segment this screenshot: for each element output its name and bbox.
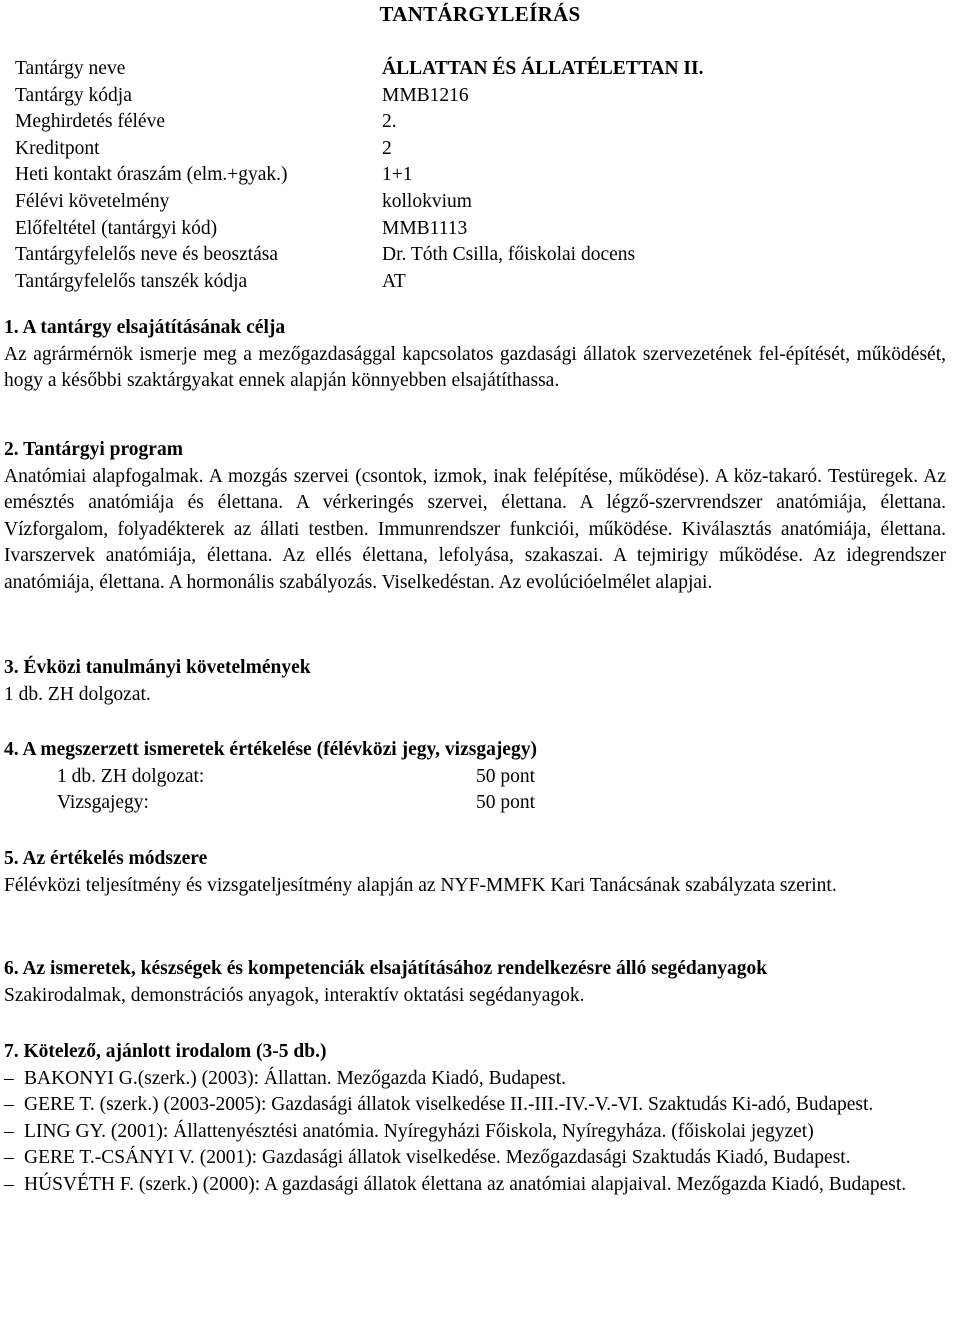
info-label: Tantárgyfelelős neve és beosztása — [15, 244, 279, 266]
info-row — [4, 242, 954, 269]
section-title: A tantárgy elsajátításának célja — [22, 317, 286, 338]
literature-text: BAKONYI G.(szerk.) (2003): Állattan. Mezőgazda Kiadó, Budapest. — [24, 1067, 567, 1089]
section-number: 5. — [4, 848, 19, 869]
section-heading — [4, 956, 946, 983]
dash-bullet: – — [4, 1120, 14, 1142]
section-heading — [4, 737, 946, 764]
info-label: Tantárgy kódja — [15, 84, 132, 106]
section-heading — [4, 315, 946, 342]
info-value: 1+1 — [382, 164, 413, 186]
section-number: 2. — [4, 439, 19, 460]
document-title: TANTÁRGYLEÍRÁS — [379, 2, 581, 26]
literature-text: GERE T. (szerk.) (2003-2005): Gazdasági állatok viselkedése II.-III.-IV.-V.-VI. Szaktudás Ki-adó, Budapest. — [24, 1094, 874, 1116]
section-title: Az ismeretek, készségek és kompetenciák elsajátításához rendelkezésre álló segédanyagok — [22, 958, 768, 979]
literature-item — [4, 1119, 946, 1146]
section-evaluation — [4, 737, 946, 817]
grading-row — [4, 790, 946, 817]
info-value: ÁLLATTAN ÉS ÁLLATÉLETTAN II. — [382, 58, 704, 79]
dash-bullet: – — [4, 1173, 14, 1195]
section-title: Az értékelés módszere — [22, 848, 208, 869]
literature-item — [4, 1092, 946, 1119]
info-label: Tantárgy neve — [15, 58, 126, 79]
dash-bullet: – — [4, 1067, 14, 1089]
info-row — [4, 136, 954, 163]
section-heading — [4, 437, 946, 464]
section-text: 1 db. ZH dolgozat. — [4, 683, 151, 705]
info-label: Félévi követelmény — [15, 190, 170, 212]
info-row — [4, 83, 954, 110]
section-heading — [4, 655, 946, 682]
info-row — [4, 56, 954, 83]
section-text: Félévközi teljesítmény és vizsgateljesítmény alapján az NYF-MMFK Kari Tanácsának szabályzata szerint. — [4, 874, 837, 896]
info-label: Meghirdetés féléve — [15, 111, 165, 133]
section-number: 1. — [4, 317, 19, 338]
grading-points: 50 pont — [476, 765, 536, 787]
section-text: Szakirodalmak, demonstrációs anyagok, interaktív oktatási segédanyagok. — [4, 984, 585, 1006]
section-text: Az agrármérnök ismerje meg a mezőgazdasággal kapcsolatos gazdasági állatok szervezetének fel-építését, működését, hogy a későbbi szaktárgyakat ennek alapján könnyebben elsajátíthassa. — [4, 343, 946, 392]
info-label: Tantárgyfelelős tanszék kódja — [15, 270, 248, 292]
literature-text: HÚSVÉTH F. (szerk.) (2000): A gazdasági állatok élettana az anatómiai alapjaival. Mezőgazda Kiadó, Budapest. — [24, 1173, 907, 1195]
literature-text: LING GY. (2001): Állattenyésztési anatómia. Nyíregyházi Főiskola, Nyíregyháza. (főiskolai jegyzet) — [24, 1120, 814, 1142]
info-value: MMB1113 — [382, 217, 468, 239]
grading-row — [4, 764, 946, 791]
section-heading — [4, 1039, 946, 1066]
dash-bullet: – — [4, 1147, 14, 1169]
literature-item — [4, 1172, 946, 1199]
info-label: Heti kontakt óraszám (elm.+gyak.) — [15, 164, 288, 186]
info-value: 2. — [382, 111, 397, 133]
literature-item — [4, 1066, 946, 1093]
info-row — [4, 269, 954, 296]
section-literature — [4, 1039, 946, 1199]
info-row — [4, 162, 954, 189]
info-row — [4, 216, 954, 243]
section-title: Tantárgyi program — [23, 439, 183, 460]
info-value: AT — [382, 270, 406, 292]
section-learning-materials — [4, 956, 946, 1009]
grading-item: Vizsgajegy: — [57, 792, 149, 814]
info-label: Kreditpont — [15, 137, 100, 159]
section-course-goal — [4, 315, 946, 395]
section-title: Kötelező, ajánlott irodalom (3-5 db.) — [23, 1041, 327, 1062]
section-evaluation-method — [4, 846, 946, 899]
info-value: Dr. Tóth Csilla, főiskolai docens — [382, 244, 636, 266]
section-number: 7. — [4, 1041, 19, 1062]
section-text: Anatómiai alapfogalmak. A mozgás szervei (csontok, izmok, inak felépítése, működése). A köz-takaró. Testüregek. Az emésztés anatómiája és élettana. A vérkeringés szervei, élettana. A légző-szervrendszer anatómiája, élettana. Vízforgalom, folyadékterek az állati testben. Immunrendszer funkciói, működése. Kiválasztás anatómiája, élettana. Ivarszervek anatómiája, élettana. Az ellés élettana, lefolyása, szakaszai. A tejmirigy működése. Az idegrendszer anatómiája, élettana. A hormonális szabályozás. Viselkedéstan. Az evolúcióelmélet alapjai. — [4, 465, 946, 593]
grading-points: 50 pont — [476, 792, 536, 814]
section-number: 4. — [4, 739, 19, 760]
section-requirements — [4, 655, 946, 708]
section-number: 6. — [4, 958, 19, 979]
grading-item: 1 db. ZH dolgozat: — [57, 765, 205, 787]
info-label: Előfeltétel (tantárgyi kód) — [15, 217, 218, 239]
info-value: kollokvium — [382, 190, 472, 212]
course-info-table — [4, 56, 954, 295]
section-heading — [4, 846, 946, 873]
dash-bullet: – — [4, 1094, 14, 1116]
info-row — [4, 109, 954, 136]
literature-item — [4, 1145, 946, 1172]
section-number: 3. — [4, 657, 19, 678]
info-row — [4, 189, 954, 216]
section-course-program — [4, 437, 946, 597]
literature-text: GERE T.-CSÁNYI V. (2001): Gazdasági állatok viselkedése. Mezőgazdasági Szaktudás Kiadó, Budapest. — [24, 1147, 851, 1169]
info-value: MMB1216 — [382, 84, 469, 106]
section-title: A megszerzett ismeretek értékelése (félévközi jegy, vizsgajegy) — [22, 739, 537, 760]
section-title: Évközi tanulmányi követelmények — [23, 657, 311, 678]
info-value: 2 — [382, 137, 392, 159]
